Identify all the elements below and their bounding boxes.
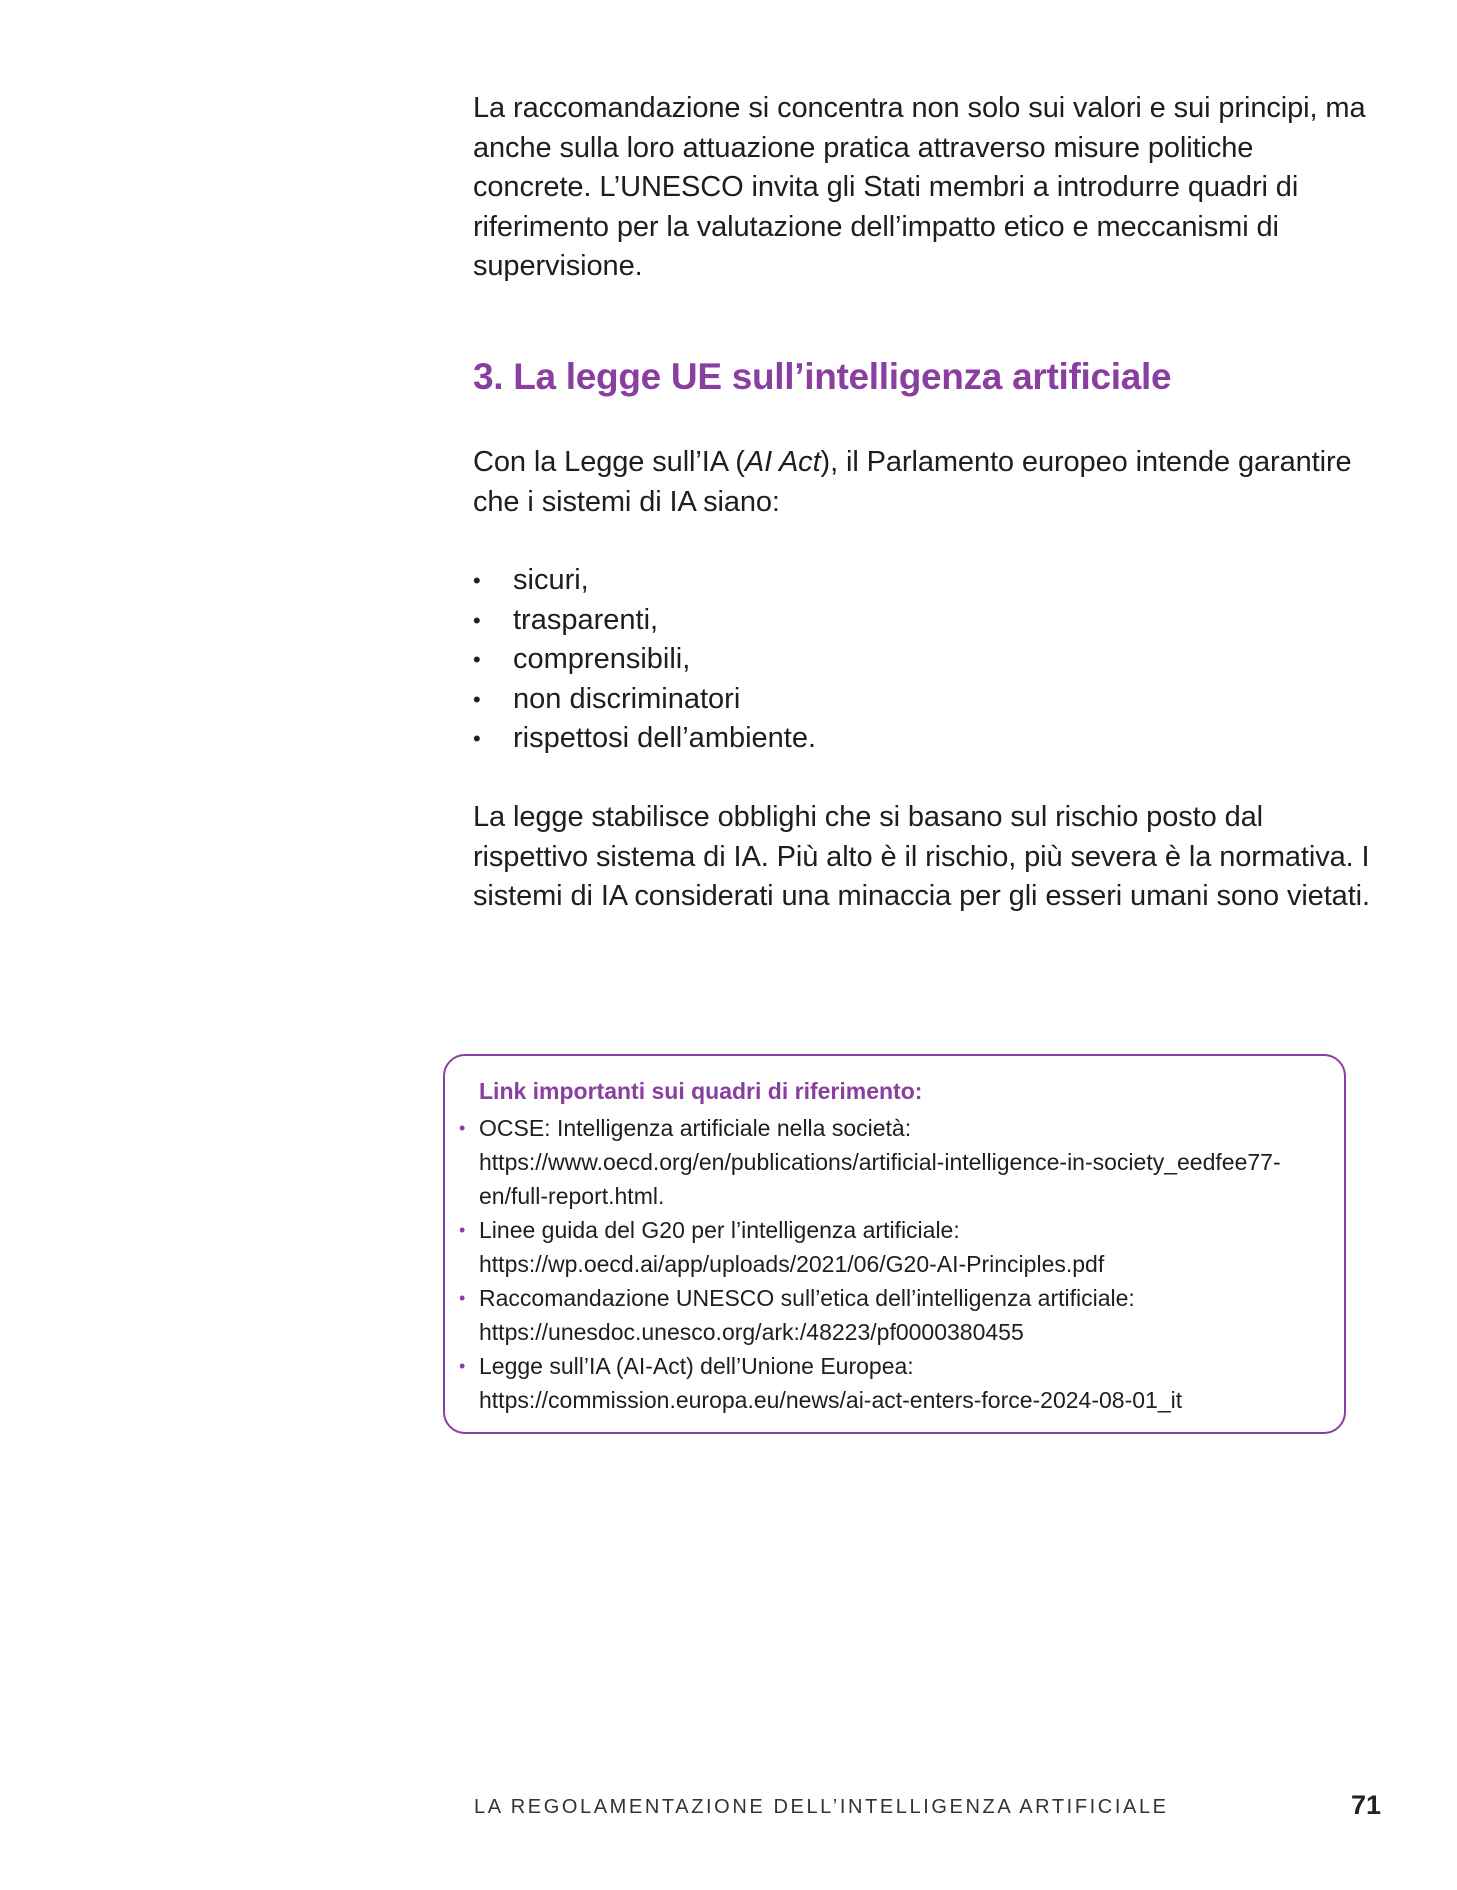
link-label: Raccomandazione UNESCO sull’etica dell’intelligenza artificiale: [479,1285,1135,1311]
link-url[interactable]: https://www.oecd.org/en/publications/artificial-intelligence-in-society_eedfee77-en/full-report.html. [479,1149,1281,1209]
risk-paragraph: La legge stabilisce obblighi che si basano sul rischio posto dal rispettivo sistema di IA. Più alto è il rischio, più severa è la normativa. I sistemi di IA considerati una minaccia per gli esseri umani sono vietati. [473,801,1370,912]
requirements-list [473,561,816,759]
link-url[interactable]: https://commission.europa.eu/news/ai-act-enters-force-2024-08-01_it [479,1387,1183,1413]
list-item-text: trasparenti, [513,603,659,636]
link-label: Linee guida del G20 per l’intelligenza artificiale: [479,1217,960,1243]
link-url[interactable]: https://wp.oecd.ai/app/uploads/2021/06/G20-AI-Principles.pdf [479,1251,1105,1277]
bullet-icon: • [459,1220,466,1240]
lead-text-end: ), il Parlamento europeo intende garantire che i sistemi di IA siano: [473,446,1352,518]
bullet-icon: • [473,568,481,593]
running-footer-title: LA REGOLAMENTAZIONE DELL’INTELLIGENZA ARTIFICIALE [474,1796,1169,1818]
list-item [473,680,816,720]
intro-paragraph: La raccomandazione si concentra non solo sui valori e sui principi, ma anche sulla loro attuazione pratica attraverso misure politiche concrete. L’UNESCO invita gli Stati membri a introdurre quadri di riferimento per la valutazione dell’impatto etico e meccanismi di supervisione. [473,92,1366,282]
list-item-text: non discriminatori [513,682,741,715]
bullet-icon: • [473,607,481,633]
list-item [473,601,816,641]
link-url[interactable]: https://unesdoc.unesco.org/ark:/48223/pf0000380455 [479,1319,1024,1345]
lead-text-italic: AI Act [744,446,821,478]
lead-text-start: Con la Legge sull’IA ( [473,446,745,478]
lead-paragraph [473,443,1378,522]
link-item [459,1349,1339,1417]
list-item-text: rispettosi dell’ambiente. [513,722,817,754]
link-label: OCSE: Intelligenza artificiale nella società: [479,1115,912,1141]
bullet-icon: • [473,647,481,672]
list-item-text: comprensibili, [513,643,691,675]
bullet-icon: • [459,1118,466,1138]
link-item [459,1111,1339,1213]
links-box-title: Link importanti sui quadri di riferimento: [479,1078,923,1104]
list-item [473,719,816,759]
link-item [459,1213,1339,1281]
link-item [459,1281,1339,1349]
bullet-icon: • [473,726,481,751]
bullet-icon: • [459,1288,466,1308]
bullet-icon: • [459,1356,466,1376]
list-item-text: sicuri, [513,564,589,596]
links-box [443,1054,1346,1434]
section-heading: 3. La legge UE sull’intelligenza artificiale [473,356,1172,397]
list-item [473,640,816,680]
link-label: Legge sull’IA (AI-Act) dell’Unione Europea: [479,1353,914,1379]
page-number: 71 [1350,1790,1381,1820]
links-list [459,1111,1339,1417]
bullet-icon: • [473,686,481,712]
list-item [473,561,816,601]
